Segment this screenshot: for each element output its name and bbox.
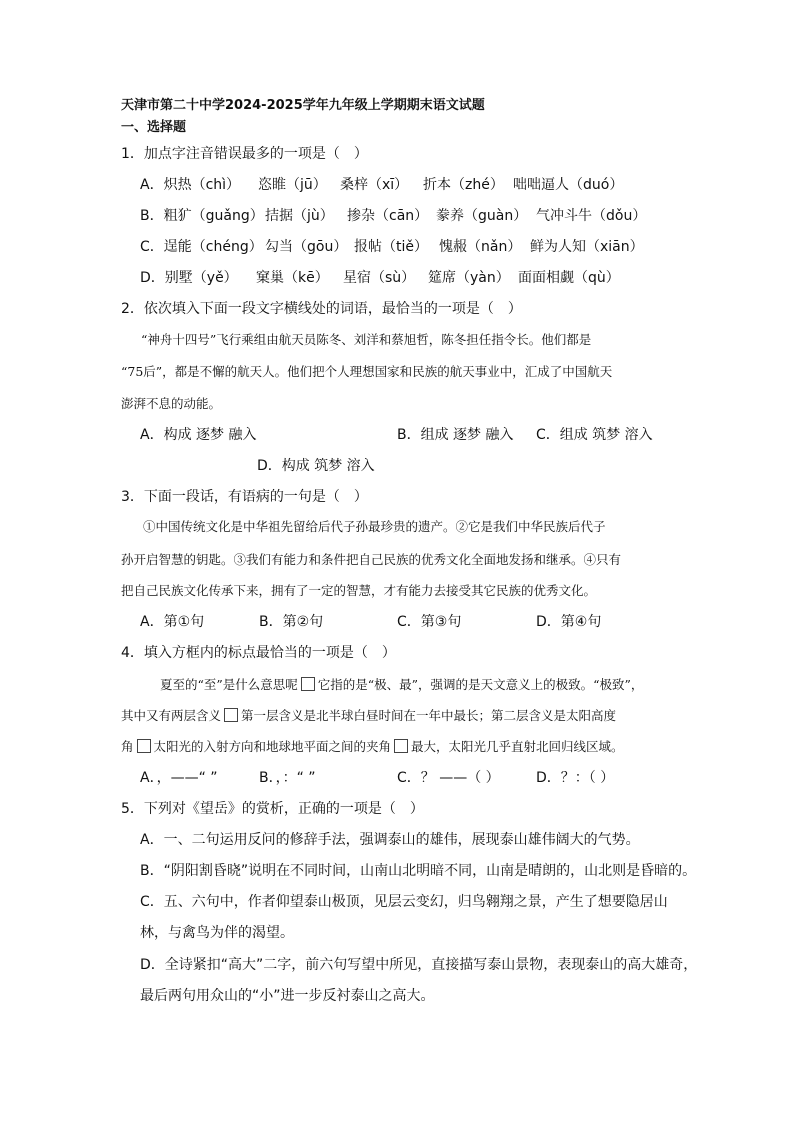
q3-option-c: C．第③句 xyxy=(397,614,462,630)
q4-text: 太阳光的入射方向和地球地平面之间的夹角 xyxy=(153,739,392,754)
q3-option-a: A．第①句 xyxy=(140,614,205,630)
q1-c-word-5: 鲜为人知（xiān） xyxy=(530,239,644,255)
q1-b-word-2: 拮据（jù） xyxy=(265,208,334,224)
q1-a-word-3: 桑梓（xī） xyxy=(340,177,409,193)
q2-passage-line: 澎湃不息的动能。 xyxy=(121,396,222,411)
q4-text: 角 xyxy=(121,739,134,754)
q1-c-word-4: 愧赧（nǎn） xyxy=(439,239,522,255)
question-4-stem: 4．填入方框内的标点最恰当的一项是（ ） xyxy=(121,645,396,661)
q3-option-b: B．第②句 xyxy=(259,614,324,630)
q4-option-d: D．？：（ ） xyxy=(536,770,615,786)
q1-d-word-4: 筵席（yàn） xyxy=(428,270,510,286)
q5-option-line: C．五、六句中，作者仰望泰山极顶，见层云变幻，归鸟翱翔之景，产生了想要隐居山 xyxy=(140,894,668,910)
q1-d-word-2: 窠巢（kē） xyxy=(256,270,329,286)
document-title: 天津市第二十中学2024-2025学年九年级上学期期末语文试题 xyxy=(121,98,485,113)
q4-passage-line-3 xyxy=(121,738,624,756)
q3-passage-line: ①中国传统文化是中华祖先留给后代子孙最珍贵的遗产。②它是我们中华民族后代子 xyxy=(143,519,606,534)
q1-b-word-5: 气冲斗牛（dǒu） xyxy=(536,208,647,224)
q1-b-word-4: 豢养（guàn） xyxy=(436,208,528,224)
q4-text: 它指的是“极、最”，强调的是天文意义上的极致。“极致”， xyxy=(317,677,644,692)
q1-c-word-2: 勾当（gōu） xyxy=(265,239,348,255)
q1-c-word-1: C．逞能（chéng） xyxy=(140,239,263,255)
q1-d-word-1: D．别墅（yě） xyxy=(140,270,238,286)
q1-a-word-1: A．炽热（chì） xyxy=(140,177,241,193)
q4-option-a: A．，——“ ” xyxy=(140,770,218,786)
q5-option-line: A．一、二句运用反问的修辞手法，强调泰山的雄伟，展现泰山雄伟阔大的气势。 xyxy=(140,832,640,848)
q4-option-b: B．，：“ ” xyxy=(259,770,316,786)
q1-c-word-3: 报帖（tiě） xyxy=(354,239,428,255)
q1-d-word-3: 星宿（sù） xyxy=(343,270,416,286)
question-5-stem: 5．下列对《望岳》的赏析，正确的一项是（ ） xyxy=(121,801,424,817)
q1-b-word-3: 掺杂（cān） xyxy=(347,208,429,224)
q3-passage-line: 孙开启智慧的钥匙。③我们有能力和条件把自己民族的优秀文化全面地发扬和继承。④只有 xyxy=(121,552,622,567)
q1-b-word-1: B．粗犷（guǎng） xyxy=(140,208,264,224)
blank-box-icon xyxy=(137,739,151,753)
section-heading: 一、选择题 xyxy=(121,120,187,135)
q2-passage-line: “神舟十四号”飞行乘组由航天员陈冬、刘洋和蔡旭哲，陈冬担任指令长。他们都是 xyxy=(141,332,592,347)
q4-text: 夏至的“至”是什么意思呢 xyxy=(160,677,298,692)
q4-text: 最大，太阳光几乎直射北回归线区域。 xyxy=(411,739,624,754)
q2-passage-line: “75后”，都是不懈的航天人。他们把个人理想国家和民族的航天事业中，汇成了中国航天 xyxy=(121,364,613,379)
blank-box-icon xyxy=(301,677,315,691)
q2-option-a: A．构成 逐梦 融入 xyxy=(140,427,257,443)
q1-a-word-5: 咄咄逼人（duó） xyxy=(513,177,624,193)
q5-option-line: B．“阴阳割昏晓”说明在不同时间，山南山北明暗不同，山南是晴朗的，山北则是昏暗的。 xyxy=(140,863,697,879)
q3-passage-line: 把自己民族文化传承下来，拥有了一定的智慧，才有能力去接受其它民族的优秀文化。 xyxy=(121,583,597,598)
q4-passage-line-2 xyxy=(121,707,616,725)
q1-a-word-2: 恣睢（jū） xyxy=(258,177,327,193)
question-2-stem: 2．依次填入下面一段文字横线处的词语，最恰当的一项是（ ） xyxy=(121,301,522,317)
q4-passage-line-1 xyxy=(160,676,643,694)
q1-d-word-5: 面面相觑（qù） xyxy=(518,270,620,286)
blank-box-icon xyxy=(394,739,408,753)
q2-option-d: D．构成 筑梦 溶入 xyxy=(257,458,375,474)
q2-option-c: C．组成 筑梦 溶入 xyxy=(536,427,653,443)
q5-option-line: 林，与禽鸟为伴的渴望。 xyxy=(140,925,294,941)
blank-box-icon xyxy=(224,708,238,722)
q4-text: 第一层含义是北半球白昼时间在一年中最长；第二层含义是太阳高度 xyxy=(241,708,617,723)
question-3-stem: 3．下面一段话，有语病的一句是（ ） xyxy=(121,489,368,505)
q5-option-line: D．全诗紧扣“高大”二字，前六句写望中所见，直接描写泰山景物，表现泰山的高大雄奇， xyxy=(140,957,698,973)
q2-option-b: B．组成 逐梦 融入 xyxy=(397,427,514,443)
q4-option-c: C．？ ——（ ） xyxy=(397,770,500,786)
q5-option-line: 最后两句用众山的“小”进一步反衬泰山之高大。 xyxy=(140,988,435,1004)
q4-text: 其中又有两层含义 xyxy=(121,708,222,723)
q3-option-d: D．第④句 xyxy=(536,614,602,630)
question-1-stem: 1．加点字注音错误最多的一项是（ ） xyxy=(121,146,368,162)
q1-a-word-4: 折本（zhé） xyxy=(423,177,504,193)
